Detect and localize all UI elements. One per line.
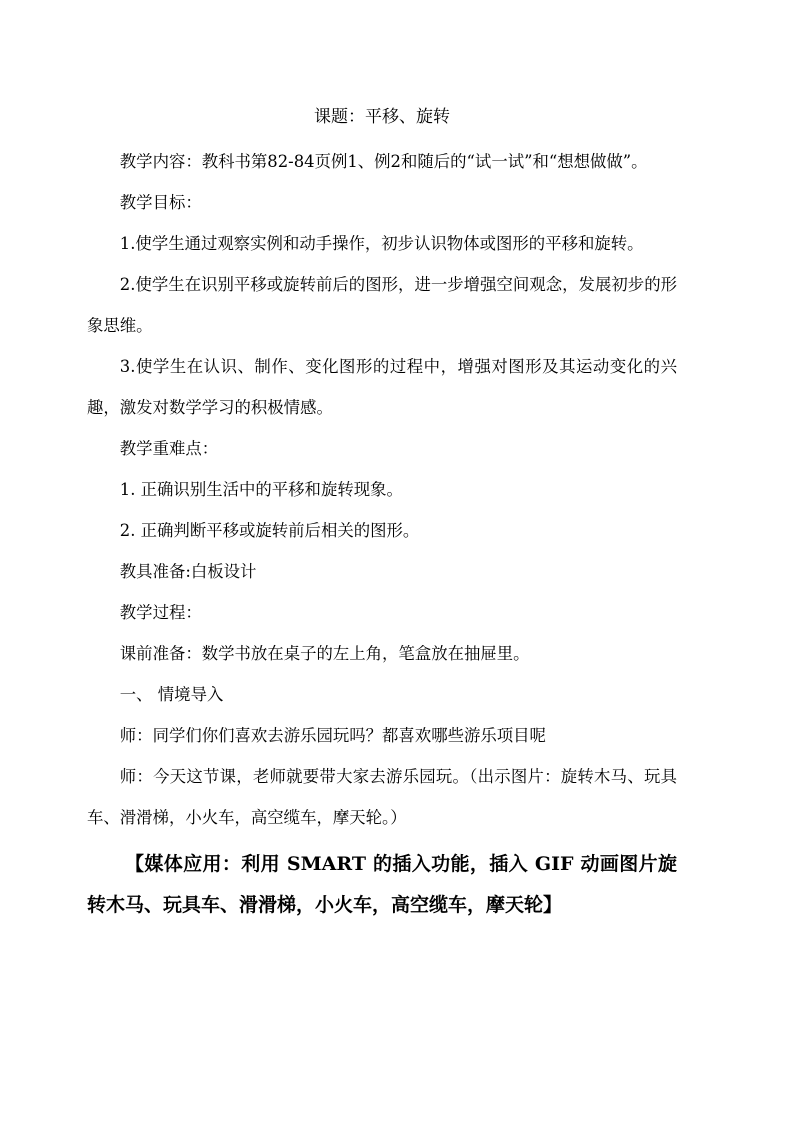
- objectives-heading: 教学目标：: [119, 193, 202, 212]
- document-page: [87, 100, 677, 945]
- teacher-dialogue: 师：同学们你们喜欢去游乐园玩吗？都喜欢哪些游乐项目呢: [119, 726, 546, 745]
- keypoint-item: 2. 正确判断平移或旋转前后相关的图形。: [119, 521, 420, 540]
- teaching-tools: 教具准备:白板设计: [119, 562, 257, 581]
- class-preparation: 课前准备：数学书放在桌子的左上角，笔盒放在抽屉里。: [119, 644, 530, 663]
- objective-item: 3.使学生在认识、制作、变化图形的过程中，增强对图形及其运动变化的兴趣，激发对数学学习的积极情感。: [87, 357, 677, 417]
- teaching-content: 教学内容：教科书第82-84页例1、例2和随后的“试一试”和“想想做做”。: [119, 152, 648, 171]
- media-application-note: 【媒体应用：利用 SMART 的插入功能，插入 GIF 动画图片旋转木马、玩具车、滑滑梯，小火车，高空缆车，摩天轮】: [87, 853, 677, 916]
- objective-item: 1.使学生通过观察实例和动手操作，初步认识物体或图形的平移和旋转。: [119, 234, 644, 253]
- section-heading: 一、 情境导入: [119, 685, 224, 704]
- lesson-title: 课题：平移、旋转: [314, 107, 450, 127]
- keypoints-heading: 教学重难点：: [119, 439, 219, 458]
- keypoint-item: 1. 正确识别生活中的平移和旋转现象。: [119, 480, 403, 499]
- teacher-dialogue: 师：今天这节课，老师就要带大家去游乐园玩。（出示图片：旋转木马、玩具车、滑滑梯，小火车，高空缆车，摩天轮。）: [87, 767, 677, 827]
- process-heading: 教学过程：: [119, 603, 202, 622]
- objective-item: 2.使学生在识别平移或旋转前后的图形，进一步增强空间观念，发展初步的形象思维。: [87, 275, 677, 335]
